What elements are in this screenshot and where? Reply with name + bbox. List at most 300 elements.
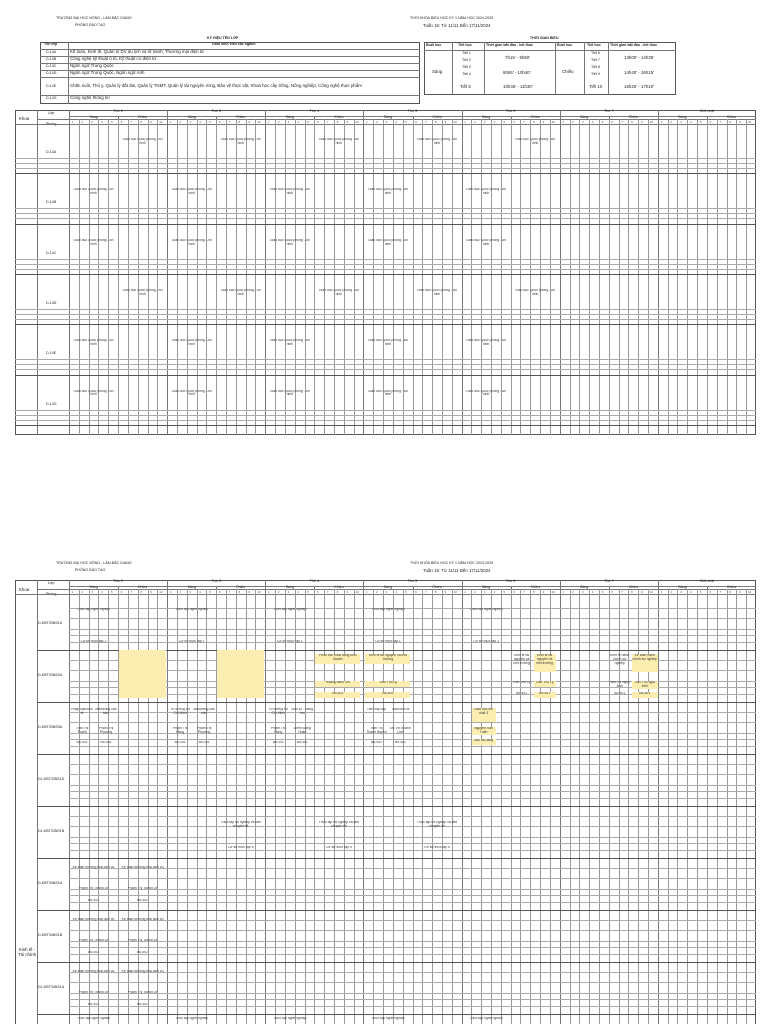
period-number: 6: [120, 589, 123, 594]
tt-head-session2: Buổi học: [557, 43, 573, 47]
grid-line: [520, 119, 521, 435]
legend-col-class: Tên lớp: [44, 42, 58, 46]
grid-line: [15, 425, 756, 426]
subject-cell: Giáo dục Quốc phòng - An ninh: [73, 188, 114, 196]
subject-cell: Tư tưởng Hồ Chí Minh: [170, 708, 191, 715]
period-number: 2: [670, 119, 672, 124]
grid-line: [37, 702, 756, 703]
afternoon-label: Chiều: [137, 114, 148, 119]
grid-line: [79, 119, 80, 435]
subject-cell: Tư tưởng Hồ Chí Minh: [268, 708, 289, 715]
period-number: 8: [532, 589, 535, 594]
grid-line: [226, 119, 227, 435]
teacher-cell: Phạm Thị Thanh Lê: [127, 939, 158, 942]
period-number: 3: [189, 589, 192, 594]
morning-label: Sáng: [285, 584, 295, 589]
subject-cell: Giáo dục Quốc phòng - An ninh: [171, 188, 212, 196]
period-number: 2: [277, 589, 280, 594]
subject-cell: Phân tích hoạt động kinh doanh: [315, 654, 360, 664]
period-number: 8: [238, 119, 241, 124]
legend-class: D-14B: [46, 57, 57, 61]
teacher-cell: Trần Thị Thanh Huyền: [366, 727, 387, 734]
period-number: 9: [444, 589, 447, 594]
class-code: DL-KBT34NS1A: [38, 985, 65, 989]
teacher-cell: Trần Thu Ly: [365, 681, 410, 687]
period-number: 7: [719, 119, 722, 124]
period-number: 2: [277, 119, 280, 124]
grid-line: [668, 119, 669, 435]
tt-period: Tiết 1: [462, 51, 471, 55]
period-number: 4: [395, 589, 398, 594]
teacher-cell: Diêm Đăng Huân: [293, 727, 311, 734]
graduation-cell: Thực tập tốt nghiệp và làm chuyên đề: [416, 821, 458, 828]
period-number: 2: [375, 589, 378, 594]
class-code: D-14C: [46, 250, 57, 255]
grid-head-khoa: Khoa: [19, 116, 30, 121]
timetable-title: THỜI GIAN BIỂU: [530, 36, 559, 40]
period-number: 4: [199, 589, 201, 594]
day-label: Chủ nhật: [699, 579, 715, 583]
base-cell: Cơ sở thực tập 1: [80, 640, 107, 643]
room-cell: B5-402: [88, 951, 99, 954]
grid-line: [619, 119, 620, 435]
period-number: 8: [140, 119, 142, 124]
grid-line: [69, 837, 756, 838]
legend-desc: Kế toán, Kinh tế, Quản trị DV du lịch và lữ hành, Thương mại điện tử: [70, 49, 204, 54]
period-number: 8: [434, 119, 437, 124]
grid-line: [15, 259, 756, 260]
period-number: 7: [130, 589, 133, 594]
period-number: 7: [326, 589, 329, 594]
legend-class: D-14E: [46, 84, 57, 88]
schedule-title-2: THỜI KHÓA BIỂU HỌC KỲ 1 NĂM HỌC 2024-2025: [410, 561, 494, 565]
subject-cell: Kế toán thương mại dịch vụ: [121, 970, 164, 973]
grid-line: [69, 920, 756, 921]
grid-line: [491, 119, 492, 435]
grid-line: [157, 119, 158, 435]
class-code: D-14E: [46, 351, 57, 356]
tt-period: Tiết 5: [460, 84, 471, 89]
grid-line: [422, 119, 423, 435]
tt-period: Tiết 10: [589, 84, 603, 89]
base-cell: Cơ sở thực tập 5: [325, 846, 352, 849]
period-number: 7: [228, 589, 231, 594]
period-number: 9: [640, 589, 643, 594]
department-name: PHÒNG ĐÀO TẠO: [75, 23, 106, 27]
grid-line: [108, 119, 109, 435]
period-number: 7: [130, 119, 133, 124]
period-number: 1: [660, 119, 663, 124]
afternoon-label: Chiều: [726, 584, 737, 589]
day-label: Thứ 6: [505, 109, 516, 113]
period-number: 3: [483, 589, 486, 594]
grid-line: [37, 910, 756, 911]
grid-line: [305, 119, 306, 435]
period-number: 6: [120, 119, 123, 124]
period-number: 5: [699, 119, 702, 124]
period-number: 8: [729, 589, 731, 594]
period-number: 3: [385, 589, 388, 594]
grid-line: [138, 119, 139, 435]
period-number: 4: [493, 119, 496, 124]
week-range-2: Tuần 15: Từ 11/11 Đến 17/11/2024: [423, 568, 491, 573]
grid-line: [687, 119, 688, 435]
tt-head-time2: Thời gian bắt đầu - kết thúc: [610, 43, 658, 47]
period-number: 7: [719, 589, 722, 594]
morning-label: Sáng: [187, 114, 196, 119]
tt-period: Tiết 9: [591, 72, 600, 76]
period-number: 6: [611, 589, 614, 594]
subject-cell: Kinh tế tài nguyên và môi trường: [513, 654, 530, 665]
period-number: 7: [425, 589, 427, 594]
subject-cell: Giáo dục Quốc phòng - An ninh: [269, 389, 310, 397]
teacher-cell: Phạm Thị Phượng: [196, 727, 212, 734]
subject-cell: Giáo dục Quốc phòng - An ninh: [73, 389, 114, 397]
period-number: 4: [591, 589, 594, 594]
subject-cell: Giáo dục Quốc phòng - An ninh: [171, 339, 212, 347]
period-number: 3: [582, 589, 584, 594]
grid-line: [69, 902, 756, 903]
period-number: 6: [415, 119, 417, 124]
subject-cell: Giáo dục Quốc phòng - An ninh: [367, 188, 408, 196]
teacher-cell: Phạm Thị Hồng: [271, 727, 286, 734]
grid-line: [15, 158, 756, 159]
subject-cell: Kế toán thương mại dịch vụ: [121, 918, 164, 921]
period-number: 8: [631, 119, 633, 124]
grid-line: [37, 962, 756, 963]
morning-label: Sáng: [580, 584, 589, 589]
grid-line: [15, 264, 756, 265]
period-number: 3: [385, 119, 388, 124]
period-number: 10: [453, 589, 457, 594]
grid-line: [511, 119, 512, 435]
afternoon-label: Chiều: [236, 114, 246, 119]
grid-line: [462, 580, 463, 1024]
subject-cell: Kinh tế hành chính sự nghiệp: [610, 654, 630, 665]
period-number: 5: [601, 589, 604, 594]
grid-line: [746, 119, 747, 435]
grid-line: [579, 119, 580, 435]
room-cell: B5-401: [296, 741, 308, 744]
internship-cell: Thực tập nghề nghiệp: [469, 608, 503, 611]
room-cell: B5-401: [100, 741, 112, 744]
class-code: D-KBT33NS3A: [38, 725, 63, 729]
period-number: 2: [375, 119, 378, 124]
period-number: 7: [326, 119, 329, 124]
morning-label: Sáng: [580, 114, 589, 119]
day-label: Thứ 7: [603, 109, 614, 113]
room-cell: B5-402: [137, 899, 149, 902]
class-code: D-KBT33NS2A: [38, 673, 63, 677]
subject-cell: Toán kinh tế: [391, 708, 410, 711]
grid-line: [658, 580, 659, 1024]
period-number: 6: [611, 119, 614, 124]
subject-cell: Marketing căn bản: [95, 708, 117, 715]
internship-cell: Thực tập nghề nghiệp: [175, 1017, 209, 1020]
tt-period: Tiết 2: [462, 58, 471, 62]
period-number: 1: [562, 589, 564, 594]
morning-label: Sáng: [481, 584, 491, 589]
period-number: 10: [159, 119, 163, 124]
period-number: 6: [317, 589, 319, 594]
tt-head-period: Tiết học: [458, 43, 472, 47]
grid-line: [736, 119, 737, 435]
grid-line: [69, 878, 756, 879]
subject-cell: Giáo dục Quốc phòng - An ninh: [220, 138, 261, 145]
grid-line: [560, 580, 561, 1024]
period-number: 8: [729, 119, 731, 124]
grid-line: [15, 163, 756, 164]
subject-cell: Giáo dục Quốc phòng - An ninh: [466, 389, 507, 397]
room-cell: B5-401: [632, 692, 658, 698]
period-number: 1: [464, 589, 466, 594]
grid-line: [37, 858, 756, 859]
legend-desc: Chăn nuôi, Thú y, Quản lý đất đai, Quản lý TNMT, Quản lý tài nguyên rừng, Bảo vệ thực vật, Khoa học cây trồng, Nông nghiệp, Công nghệ thực phẩm: [70, 83, 362, 88]
teacher-cell: Nguyễn Văn Tuấn: [472, 727, 496, 735]
class-code: D-14G: [46, 401, 57, 406]
grid-line: [15, 208, 756, 209]
period-number: 4: [395, 119, 398, 124]
period-number: 9: [150, 589, 152, 594]
period-number: 5: [307, 589, 309, 594]
period-number: 10: [551, 119, 555, 124]
class-code: DL-KBT33NS1D: [38, 777, 65, 781]
grid-line: [69, 580, 70, 1024]
period-number: 2: [474, 119, 476, 124]
period-number: 7: [621, 589, 623, 594]
period-number: 8: [434, 589, 437, 594]
grid-line: [15, 369, 756, 370]
grid-line: [344, 119, 345, 435]
subject-cell: Giáo dục Quốc phòng - An ninh: [367, 238, 408, 246]
period-number: 10: [649, 119, 654, 124]
legend-desc: Công nghệ thông tin: [70, 95, 110, 100]
afternoon-label: Chiều: [137, 584, 148, 589]
subject-cell: Marketing căn bản: [193, 708, 215, 715]
teacher-cell: Trần Thu Ly: [512, 681, 531, 684]
grid-line: [265, 580, 266, 1024]
grid-line: [69, 722, 756, 723]
period-number: 8: [140, 589, 142, 594]
grid-line: [648, 119, 649, 435]
schedule-title: THỜI KHÓA BIỂU HỌC KỲ 1 NĂM HỌC 2024-2025: [410, 16, 494, 20]
period-number: 5: [209, 589, 211, 594]
period-number: 6: [317, 119, 319, 124]
afternoon-label: Chiều: [530, 114, 540, 119]
period-number: 9: [640, 119, 643, 124]
period-number: 1: [366, 589, 368, 594]
school-name-2: TRƯỜNG ĐẠI HỌC NÔNG - LÂM BẮC GIANG: [56, 561, 132, 565]
grid-line: [69, 798, 756, 799]
afternoon-label: Chiều: [432, 114, 442, 119]
subject-cell: Giáo dục Quốc phòng - An ninh: [269, 188, 310, 196]
room-cell: B5-401: [534, 692, 556, 698]
tt-morning: Sáng: [432, 69, 443, 74]
period-number: 2: [474, 589, 476, 594]
period-number: 1: [71, 119, 74, 124]
grid-line: [15, 594, 756, 595]
period-number: 4: [101, 119, 103, 124]
grid-line: [69, 889, 756, 890]
grid-line: [697, 119, 698, 435]
afternoon-label: Chiều: [726, 114, 737, 119]
grid-line: [403, 119, 404, 435]
period-number: 9: [542, 589, 545, 594]
period-number: 2: [179, 589, 182, 594]
grid-line: [677, 119, 678, 435]
period-number: 2: [572, 589, 574, 594]
grid-line: [373, 119, 374, 435]
grid-line: [393, 119, 394, 435]
room-cell: B5-401: [614, 692, 626, 695]
grid-line: [187, 119, 188, 435]
morning-label: Sáng: [285, 114, 295, 119]
grid-head-khoa-2: Khoa: [19, 587, 30, 592]
subject-cell: Kế toán thương mại dịch vụ: [72, 970, 115, 973]
subject-cell: Giáo dục Quốc phòng - An ninh: [318, 288, 359, 296]
period-number: 10: [355, 119, 359, 124]
grid-line: [481, 119, 482, 435]
grid-line: [15, 269, 756, 270]
period-number: 6: [415, 589, 417, 594]
period-number: 7: [621, 119, 623, 124]
subject-cell: Giáo dục Quốc phòng - An ninh: [73, 238, 114, 246]
subject-cell: Đầu tư - Hàng tồn: [291, 708, 314, 715]
morning-label: Sáng: [481, 114, 491, 119]
class-code: D-14D: [46, 300, 57, 305]
room-cell: B5-402: [137, 951, 149, 954]
grid-line: [530, 119, 531, 435]
grid-line: [15, 124, 756, 125]
period-number: 5: [699, 589, 702, 594]
period-number: 7: [228, 119, 231, 124]
teacher-cell: Phạm Thị Thanh Lê: [127, 991, 158, 994]
period-number: 5: [209, 119, 211, 124]
tt-time: 10h45' - 11h30': [503, 84, 533, 89]
day-label: Thứ 3: [211, 109, 222, 113]
morning-label: Sáng: [678, 584, 687, 589]
grid-line: [69, 954, 756, 955]
period-number: 1: [169, 589, 172, 594]
legend-desc: Ngôn ngữ Trung Quốc: [70, 63, 114, 68]
teacher-cell: Phạm Thị Thanh Lê: [78, 939, 109, 942]
grid-head-lop: Lớp: [48, 111, 55, 115]
grid-line: [69, 972, 756, 973]
tt-time: 14h40' - 16h15': [624, 70, 654, 75]
period-number: 5: [503, 119, 506, 124]
grid-line: [638, 119, 639, 435]
room-cell: B5-401: [198, 741, 210, 744]
period-number: 3: [189, 119, 192, 124]
teacher-cell: Trần Thị Ngọc Anh: [632, 681, 658, 689]
period-number: 1: [268, 589, 270, 594]
base-cell: Cơ sở thực tập 1: [473, 640, 499, 643]
period-number: 9: [248, 589, 250, 594]
week-range: Tuần 15: Từ 11/11 Đến 17/11/2024: [423, 23, 491, 28]
school-name: TRƯỜNG ĐẠI HỌC NÔNG - LÂM BẮC GIANG: [56, 16, 132, 20]
legend-col-desc: Gồm sinh viên các ngành: [212, 42, 256, 46]
grid-line: [15, 213, 756, 214]
grid-line: [177, 119, 178, 435]
grid-line: [314, 119, 315, 435]
class-code: D-KBT34NS1A: [38, 881, 63, 885]
grid-line: [197, 119, 198, 435]
teacher-cell: Trần Thu Ly: [534, 681, 556, 687]
period-number: 2: [572, 119, 574, 124]
grid-line: [471, 119, 472, 435]
subject-cell: Giáo dục Quốc phòng - An ninh: [122, 288, 163, 296]
subject-cell: Giáo dục Quốc phòng - An ninh: [417, 138, 458, 145]
day-label: Thứ 4: [309, 109, 320, 113]
grid-line: [15, 274, 756, 275]
period-number: 3: [91, 589, 93, 594]
day-label: Thứ 7: [603, 579, 614, 583]
grid-line: [69, 785, 756, 786]
period-number: 3: [680, 119, 682, 124]
subject-cell: Giáo dục thể chất 3: [472, 708, 496, 722]
subject-cell: Giáo dục Quốc phòng - An ninh: [515, 138, 556, 145]
tt-head-session: Buổi học: [426, 43, 442, 47]
period-number: 6: [513, 589, 515, 594]
period-number: 6: [218, 119, 221, 124]
subject-cell: Giáo dục Quốc phòng - An ninh: [417, 288, 458, 296]
grid-line: [118, 119, 119, 435]
internship-cell: Thực tập nghề nghiệp: [273, 608, 307, 611]
tt-time: 16h20' - 17h10': [624, 84, 654, 89]
subject-cell: Giáo dục Quốc phòng - An ninh: [318, 138, 359, 145]
period-number: 10: [649, 589, 654, 594]
morning-label: Sáng: [89, 114, 98, 119]
grid-line: [69, 947, 756, 948]
grid-line: [69, 826, 756, 827]
grid-line: [69, 941, 756, 942]
subject-cell: Giáo dục Quốc phòng - An ninh: [220, 288, 261, 296]
afternoon-label: Chiều: [432, 584, 442, 589]
grid-line: [206, 119, 207, 435]
period-number: 9: [542, 119, 545, 124]
room-cell: B5-401: [394, 741, 406, 744]
period-number: 7: [425, 119, 427, 124]
base-cell: Cơ sở thực tập 1: [178, 640, 205, 643]
period-number: 4: [199, 119, 201, 124]
period-number: 5: [110, 589, 113, 594]
subject-cell: Kế toán thương mại dịch vụ: [121, 866, 164, 869]
morning-label: Sáng: [383, 584, 393, 589]
subject-cell: Kế toán thương mại dịch vụ: [72, 918, 115, 921]
grid-line: [37, 754, 756, 755]
grid-line: [15, 173, 756, 174]
day-label: Thứ 2: [113, 579, 123, 583]
legend-class: D-14G: [46, 96, 57, 100]
period-number: 3: [483, 119, 486, 124]
grid-line: [15, 375, 756, 376]
grid-line: [246, 119, 247, 435]
grid-line: [69, 791, 756, 792]
tt-afternoon: Chiều: [562, 69, 574, 74]
room-cell: B5-402: [137, 1003, 149, 1006]
grid-line: [128, 119, 129, 435]
tt-head-time: Thời gian bắt đầu - kết thúc: [486, 43, 534, 47]
grid-line: [324, 119, 325, 435]
legend-class: D-14C: [46, 64, 57, 68]
subject-cell: Pháp luật kinh tế: [71, 708, 93, 715]
period-number: 4: [690, 589, 692, 594]
base-cell: Cơ sở thực tập 1: [375, 640, 401, 643]
period-number: 1: [71, 589, 74, 594]
period-number: 5: [307, 119, 309, 124]
tt-time: 7h15' - 9h50': [505, 55, 531, 60]
period-number: 3: [287, 119, 290, 124]
